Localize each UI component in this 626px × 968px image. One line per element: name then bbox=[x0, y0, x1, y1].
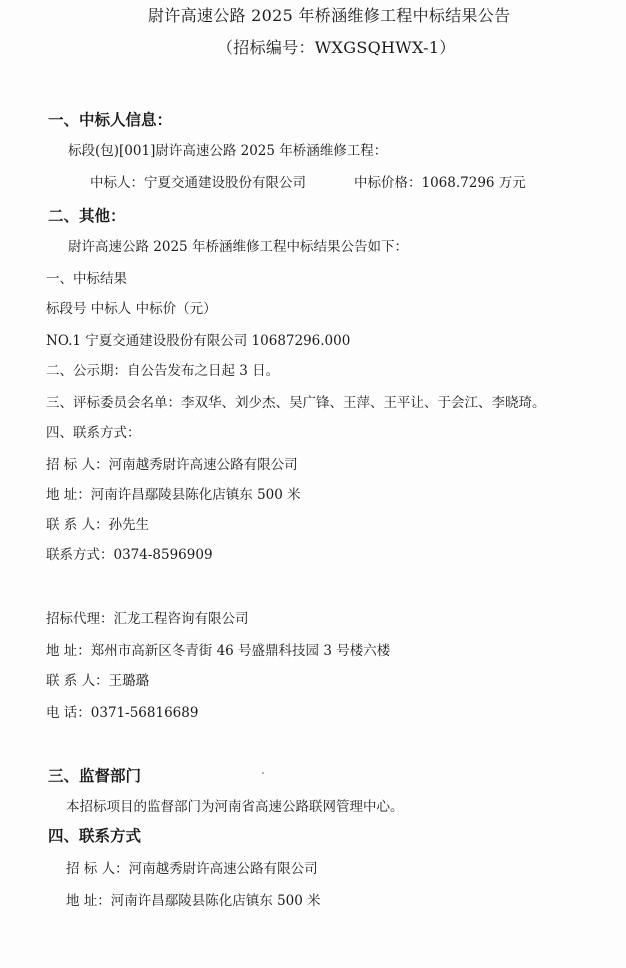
section-winner-heading: 一、中标人信息： bbox=[48, 111, 173, 129]
tenderer-name: 招 标 人：河南越秀尉许高速公路有限公司 bbox=[46, 457, 298, 473]
tender-number: （招标编号：WXGSQHWX-1） bbox=[217, 38, 456, 57]
package-line: 标段(包)[001]尉许高速公路 2025 年桥涵维修工程： bbox=[68, 143, 388, 159]
section-other-heading: 二、其他： bbox=[48, 207, 126, 225]
contact-tenderer-address: 地 址：河南许昌鄢陵县陈化店镇东 500 米 bbox=[66, 893, 321, 909]
committee-list: 三、评标委员会名单：李双华、刘少杰、吴广锋、王萍、王平让、于会江、李晓琦。 bbox=[46, 395, 546, 411]
agent-phone: 电 话：0371-56816689 bbox=[46, 705, 199, 721]
other-intro: 尉许高速公路 2025 年桥涵维修工程中标结果公告如下： bbox=[68, 239, 408, 255]
supervision-text: 本招标项目的监督部门为河南省高速公路联网管理中心。 bbox=[66, 799, 404, 815]
publicity-period: 二、公示期：自公告发布之日起 3 日。 bbox=[46, 363, 280, 379]
agent-name: 招标代理：汇龙工程咨询有限公司 bbox=[46, 611, 249, 627]
tenderer-contact: 联 系 人：孙先生 bbox=[46, 517, 150, 533]
section-contact-heading: 四、联系方式 bbox=[48, 827, 142, 845]
contact-tenderer-name: 招 标 人：河南越秀尉许高速公路有限公司 bbox=[66, 861, 318, 877]
scan-speck bbox=[262, 772, 264, 774]
winner-line: 中标人：宁夏交通建设股份有限公司 bbox=[90, 175, 306, 191]
agent-address: 地 址：郑州市高新区冬青街 46 号盛鼎科技园 3 号楼六楼 bbox=[46, 643, 391, 659]
result-table-row: NO.1 宁夏交通建设股份有限公司 10687296.000 bbox=[46, 333, 351, 349]
document-title: 尉许高速公路 2025 年桥涵维修工程中标结果公告 bbox=[148, 6, 511, 25]
section-supervision-heading: 三、监督部门 bbox=[48, 767, 142, 785]
tenderer-address: 地 址：河南许昌鄢陵县陈化店镇东 500 米 bbox=[46, 487, 301, 503]
contact-title: 四、联系方式： bbox=[46, 425, 141, 441]
price-line: 中标价格：1068.7296 万元 bbox=[354, 175, 526, 191]
agent-contact: 联 系 人：王璐璐 bbox=[46, 673, 150, 689]
result-title: 一、中标结果 bbox=[46, 271, 127, 287]
result-table-header: 标段号 中标人 中标价（元） bbox=[46, 301, 217, 317]
tenderer-phone: 联系方式：0374-8596909 bbox=[46, 547, 213, 563]
